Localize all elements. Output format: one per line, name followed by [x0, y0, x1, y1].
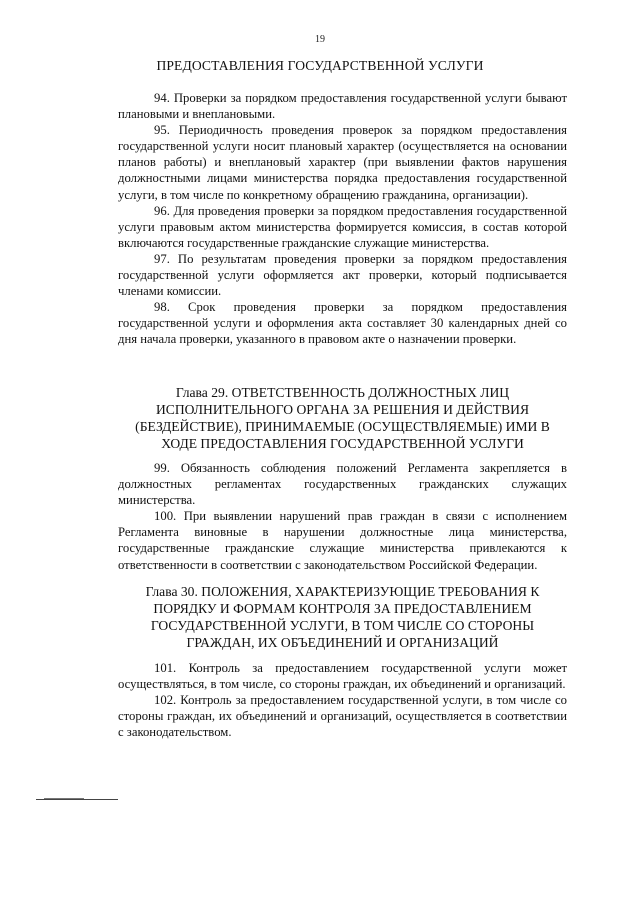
paragraph-101: 101. Контроль за предоставлением государственной услуги может осуществляться, в том числе, со стороны граждан, их объединений и организаций. [118, 661, 567, 692]
paragraph-99: 99. Обязанность соблюдения положений Регламента закрепляется в должностных регламентах государственных гражданских служащих министерства. [118, 461, 567, 508]
paragraph-94: 94. Проверки за порядком предоставления государственной услуги бывают плановыми и внеплановыми. [118, 91, 567, 122]
chapter-30-heading [118, 583, 567, 651]
section-paragraphs [118, 90, 567, 348]
chapter-29-heading [118, 384, 567, 452]
section-title: ПРЕДОСТАВЛЕНИЯ ГОСУДАРСТВЕННОЙ УСЛУГИ [156, 58, 484, 73]
paragraph-95: 95. Периодичность проведения проверок за порядком предоставления государственной услуги носит плановый характер (осуществляется на основании планов работы) и внеплановый характер (при выявлении фактов нарушения должностными лицами министерства порядка предоставления государственной услуги, в том числе по конкретному обращению гражданина, организации). [118, 123, 567, 202]
paragraph-97: 97. По результатам проведения проверки за порядком предоставления государственной услуги оформляется акт проверки, который подписывается членами комиссии. [118, 251, 567, 299]
page-number: 19 [315, 34, 325, 45]
chapter-29-heading-line: Глава 29. ОТВЕТСТВЕННОСТЬ ДОЛЖНОСТНЫХ ЛИЦ [175, 385, 510, 400]
paragraph-100: 100. При выявлении нарушений прав граждан в связи с исполнением Регламента виновные в нарушении должностные лица министерства, государственные гражданские служащие министерства привлекаются к ответственности в соответствии с законодательством Российской Федерации. [118, 509, 567, 572]
footnote-separator [36, 799, 118, 800]
chapter-29-heading-line: ИСПОЛНИТЕЛЬНОГО ОРГАНА ЗА РЕШЕНИЯ И ДЕЙСТВИЯ [155, 402, 530, 417]
chapter-30-heading-line: ГОСУДАРСТВЕННОЙ УСЛУГИ, В ТОМ ЧИСЛЕ СО СТОРОНЫ [150, 618, 535, 633]
chapter-29-heading-line: ХОДЕ ПРЕДОСТАВЛЕНИЯ ГОСУДАРСТВЕННОЙ УСЛУГИ [161, 436, 524, 451]
chapter-29-heading-line: (БЕЗДЕЙСТВИЕ), ПРИНИМАЕМЫЕ (ОСУЩЕСТВЛЯЕМЫЕ) ИМИ В [135, 419, 550, 434]
paragraph-102: 102. Контроль за предоставлением государственной услуги, в том числе со стороны граждан, их объединений и организаций, осуществляется в соответствии с законодательством. [118, 693, 567, 740]
chapter-29-paragraphs [118, 460, 567, 573]
chapter-30-paragraphs [118, 660, 567, 740]
chapter-30-heading-line: ПОРЯДКУ И ФОРМАМ КОНТРОЛЯ ЗА ПРЕДОСТАВЛЕНИЕМ [153, 601, 532, 616]
paragraph-98: 98. Срок проведения проверки за порядком предоставления государственной услуги и оформления акта составляет 30 календарных дней со дня начала проверки, указанного в правовом акте о назначении проверки. [118, 300, 567, 347]
chapter-30-heading-line: ГРАЖДАН, ИХ ОБЪЕДИНЕНИЙ И ОРГАНИЗАЦИЙ [186, 635, 499, 650]
paragraph-96: 96. Для проведения проверки за порядком предоставления государственной услуги правовым актом министерства формируется комиссия, в состав которой включаются государственные гражданские служащие министерства. [118, 203, 567, 250]
chapter-30-heading-line: Глава 30. ПОЛОЖЕНИЯ, ХАРАКТЕРИЗУЮЩИЕ ТРЕБОВАНИЯ К [145, 584, 540, 599]
